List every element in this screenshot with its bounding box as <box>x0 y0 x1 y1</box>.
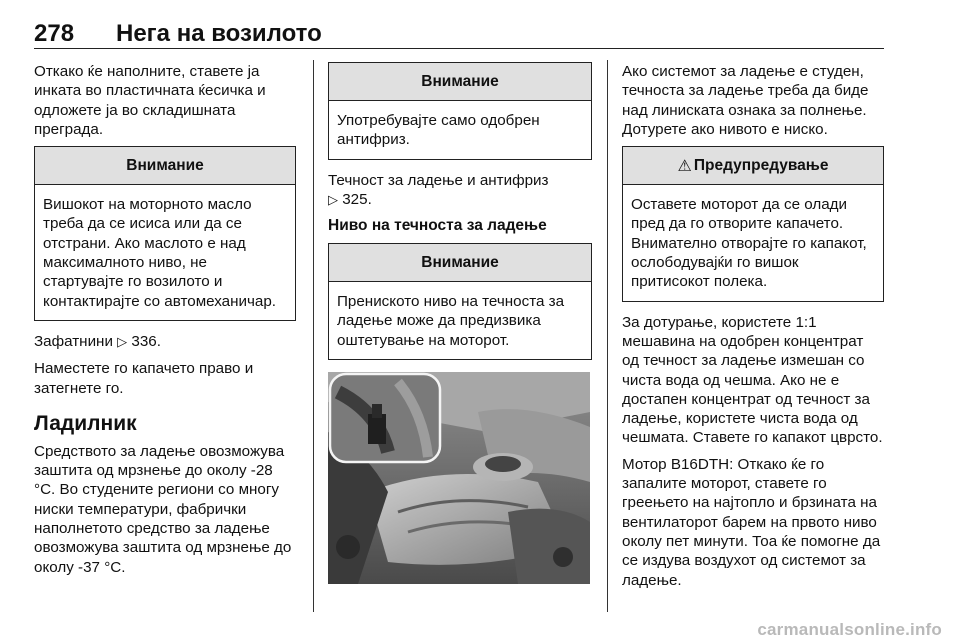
warning-title: Предупредување <box>693 156 829 174</box>
notice-title: Внимание <box>329 63 591 101</box>
warning-header <box>623 147 883 185</box>
notice-body: Употребувајте само одобрен антифриз. <box>337 112 540 149</box>
engine-bay-illustration <box>328 372 590 584</box>
column-divider-right <box>607 60 608 612</box>
notice-box-antifreeze <box>328 62 592 160</box>
notice-title: Внимание <box>35 147 295 185</box>
header-rule <box>34 48 884 49</box>
coolant-page-link[interactable]: 325. <box>342 190 372 208</box>
warning-triangle-icon: ⚠ <box>677 156 692 176</box>
section-heading-coolant: Ладилник <box>34 411 137 435</box>
engine-bay-photo <box>328 372 590 584</box>
triangle-ref-icon: ▷ <box>117 334 128 350</box>
notice-box-oil <box>34 146 296 321</box>
column-left <box>34 62 296 584</box>
coolant-ref-paragraph <box>328 171 592 211</box>
capacities-ref-paragraph <box>34 332 296 352</box>
page-title: Нега на возилото <box>116 20 322 47</box>
notice-box-low-level <box>328 243 592 360</box>
capacities-page-link[interactable]: 336. <box>131 332 161 350</box>
cold-system-paragraph: Ако системот за ладење е студен, течноста за ладење треба да биде над линиската ознака за полнење. Дотурете ако нивото е ниско. <box>622 63 869 138</box>
page-header <box>34 20 884 50</box>
notice-body: Вишокот на моторното масло треба да се исиса или да се отстрани. Ако маслото е над максималното ниво, не стартувајте го возилото и контактирајте со автомеханичар. <box>43 196 277 310</box>
capacities-text: Зафатнини <box>34 332 113 350</box>
engine-b16dth-paragraph: Мотор B16DTH: Откако ќе го запалите моторот, ставете го греењето на најтопло и брзината на вентилаторот барем на првото ниво околу пет минути. Тоа ќе помогне да се издува воздухот од системот за ладење. <box>622 455 881 589</box>
coolant-ref-text: Течност за ладење и антифриз <box>328 171 549 189</box>
notice-title: Внимание <box>329 244 591 282</box>
refit-paragraph: Наместете го капачето право и затегнете го. <box>34 360 254 397</box>
page-number: 278 <box>34 20 75 47</box>
column-divider-left <box>313 60 314 612</box>
column-right <box>622 62 884 597</box>
intro-paragraph: Откако ќе наполните, ставете ја инката во пластичната ќесичка и одложете ја во складишната преграда. <box>34 63 266 138</box>
warning-box <box>622 146 884 301</box>
notice-body: Прениското ниво на течноста за ладење може да предизвика оштетување на моторот. <box>337 293 565 349</box>
coolant-protection-paragraph: Средството за ладење овозможува заштита од мрзнење до околу -28 °C. Во студените региони со многу ниски температури, фабрички наполнетото средство за ладење овозможува заштита од мрзнење до околу -37 °C. <box>34 442 292 576</box>
watermark: carmanualsonline.info <box>757 620 942 639</box>
mixture-paragraph: За дотурање, користете 1:1 мешавина на одобрен концентрат од течност за ладење измешан со чиста вода од чешма. Ако не е достапен концентрат од течност за ладење, користете чиста вода од чешмата. Ставете го капакот цврсто. <box>622 313 883 447</box>
subsection-heading-coolant-level: Ниво на течноста за ладење <box>328 217 547 235</box>
triangle-ref-icon: ▷ <box>328 192 338 208</box>
column-middle <box>328 62 592 584</box>
warning-body: Оставете моторот да се олади пред да го отворите капачето. Внимателно отворајте го капакот, ослободувајќи го вишок притисокот полека. <box>631 196 867 291</box>
